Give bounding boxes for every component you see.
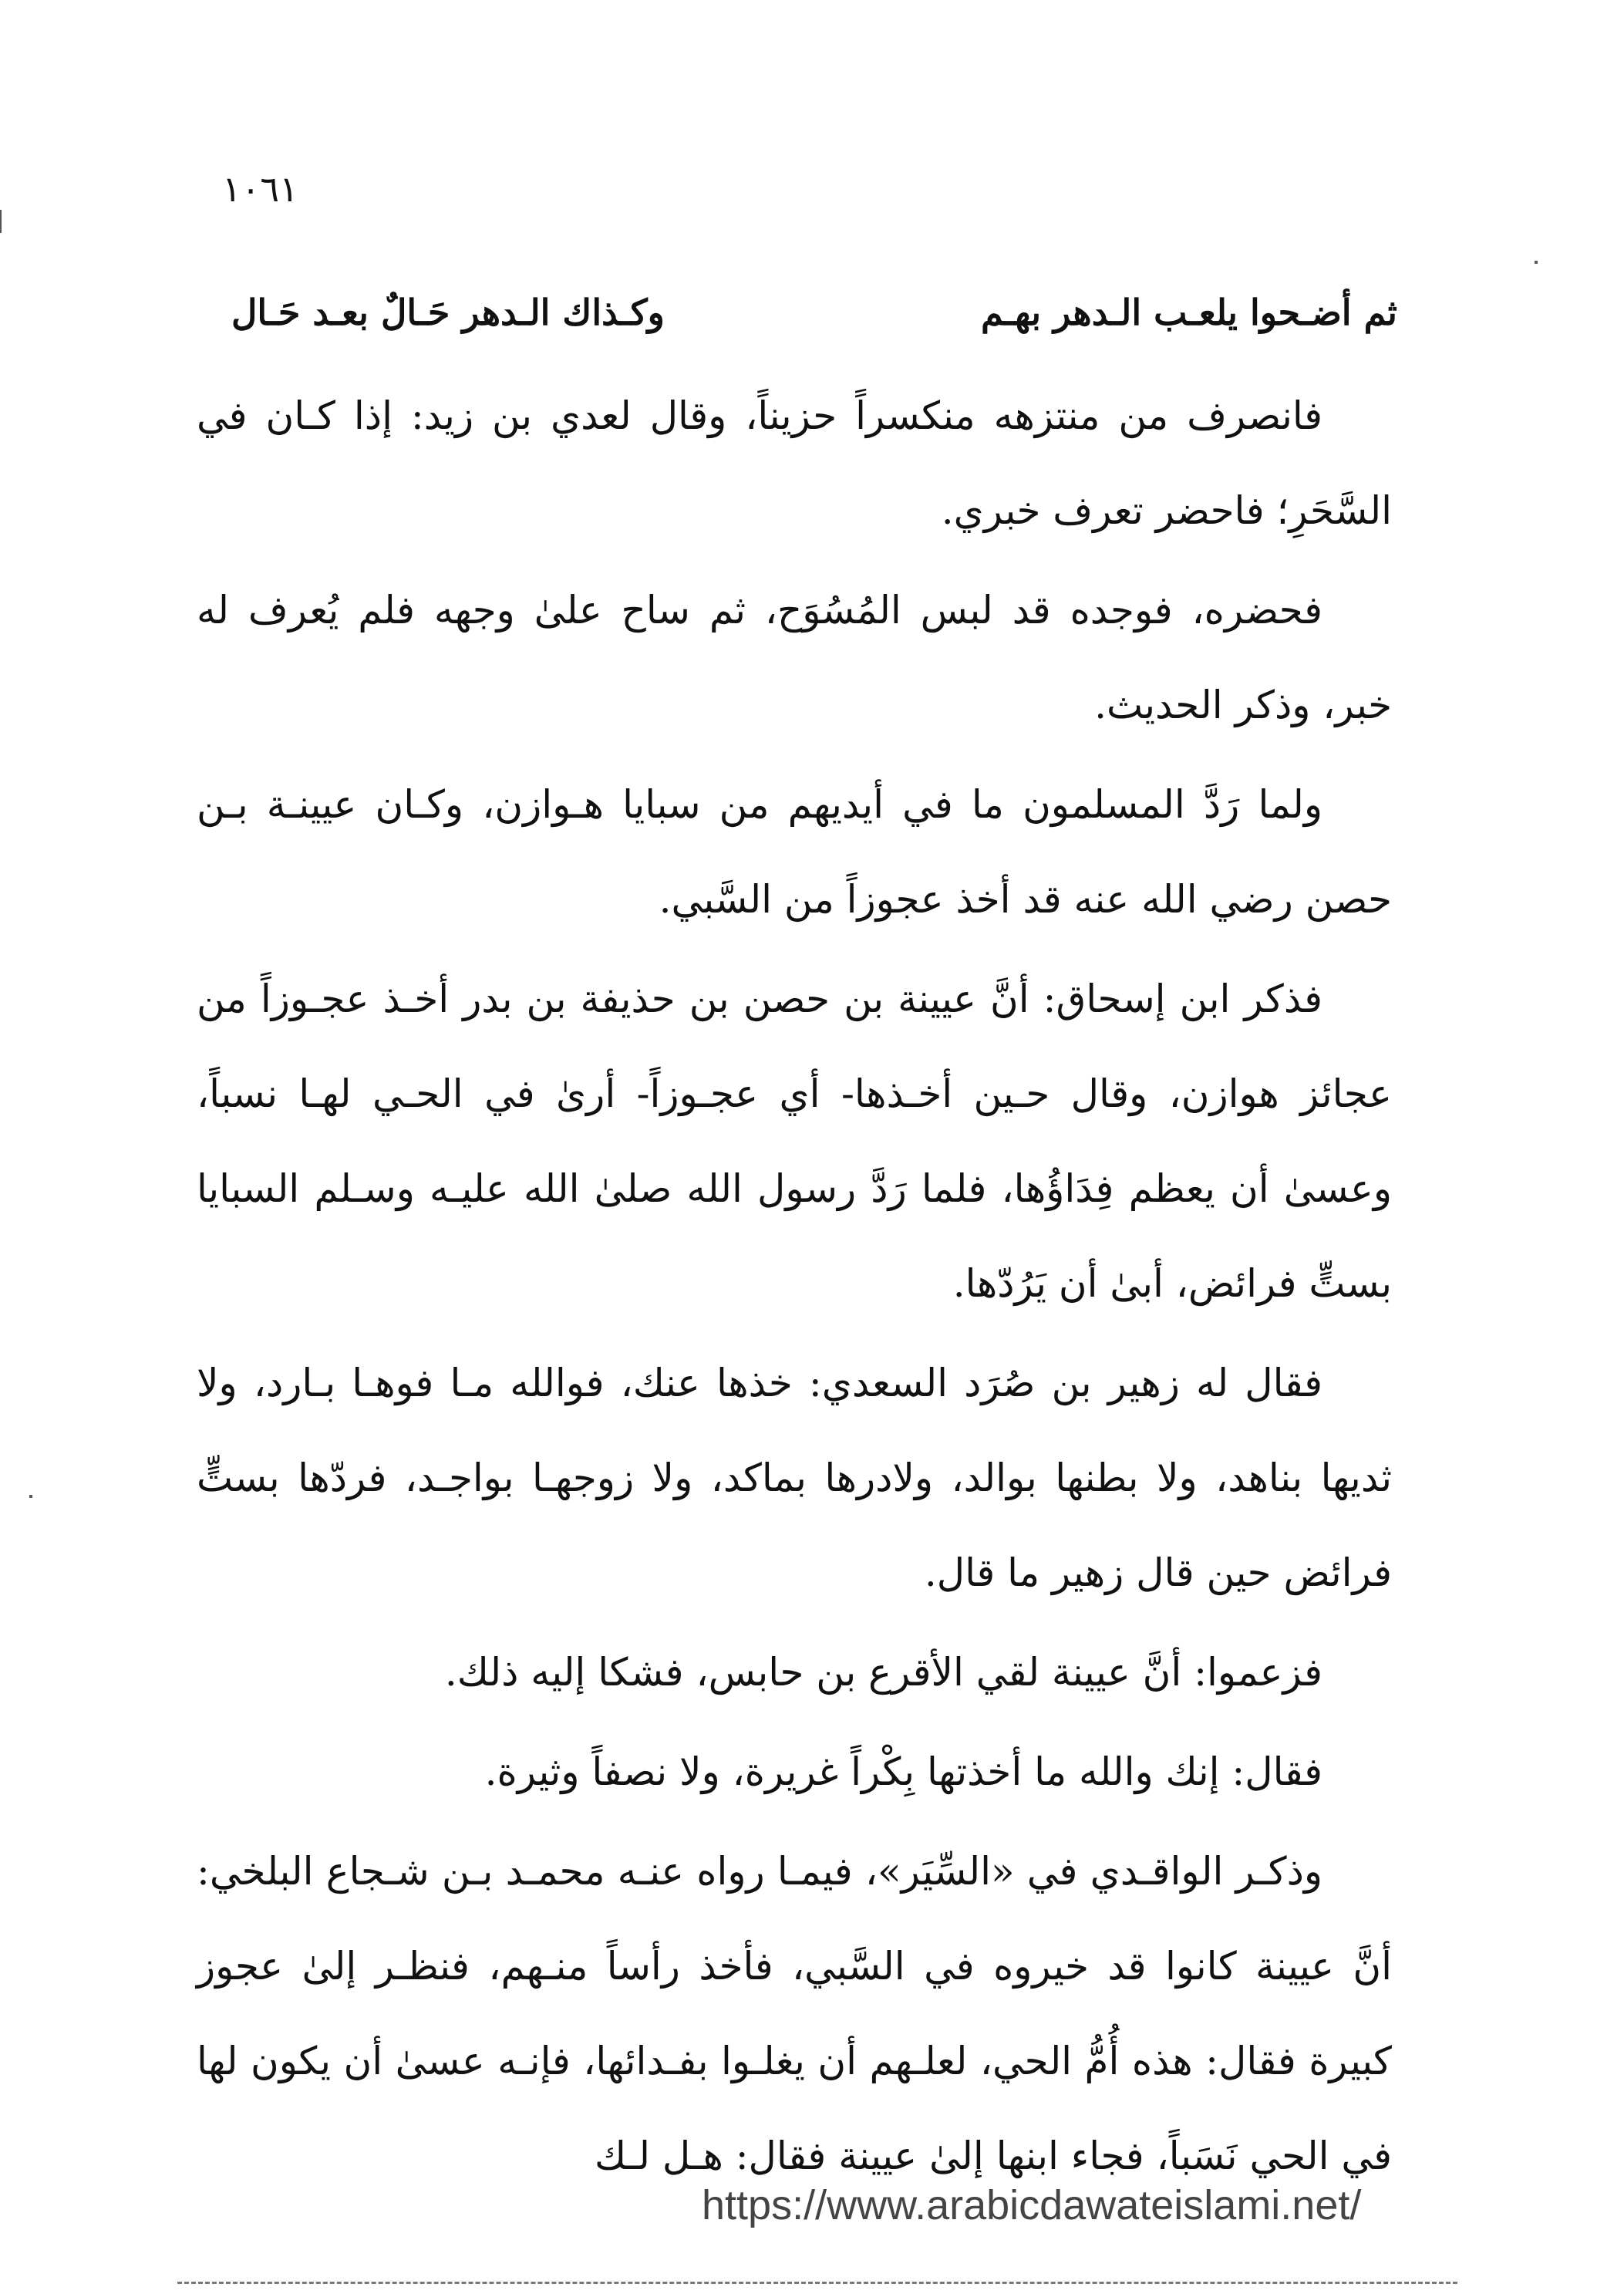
body-text xyxy=(197,369,1392,2204)
scan-artifact-line xyxy=(177,2282,1457,2286)
paragraph: فانصرف من منتزهه منكسراً حزيناً، وقال لعدي بن زيد: إذا كـان في السَّحَرِ؛ فاحضر تعرف خبري. xyxy=(197,393,1392,533)
paragraph: فزعموا: أنَّ عيينة لقي الأقرع بن حابس، فشكا إليه ذلك. xyxy=(444,1650,1322,1695)
paragraph: فحضره، فوجده قد لبس المُسُوَح، ثم ساح علىٰ وجهه فلم يُعرف له خبر، وذكر الحديث. xyxy=(197,588,1392,727)
scan-speck xyxy=(1535,261,1538,264)
verse-hemistich-second: وكـذاك الـدهر حَـالٌ بعـد حَـال xyxy=(231,292,665,333)
poetry-verse xyxy=(231,292,1397,346)
paragraph: ولما رَدَّ المسلمون ما في أيديهم من سبايا هـوازن، وكـان عيينـة بـن حصن رضي الله عنه قد أخذ عجوزاً من السَّبي. xyxy=(197,782,1392,922)
verse-hemistich-first: ثم أضـحوا يلعـب الـدهر بهـم xyxy=(980,292,1397,333)
scan-speck xyxy=(29,1495,32,1498)
paragraph: وذكـر الواقـدي في «السِّيَر»، فيمـا رواه عنـه محمـد بـن شـجاع البلخي: أنَّ عيينة كانوا قد خيروه في السَّبي، فأخذ رأساً منـهم، فنظـر إلىٰ عجوز كبيرة فقال: هذه أُمُّ الحي، لعلـهم أن يغلـوا بفـدائها، فإنـه عسىٰ أن يكون لها في الحي نَسَباً، فجاء ابنها إلىٰ عيينة فقال: هـل لـك xyxy=(197,1849,1392,2178)
page-number: ١٠٦١ xyxy=(222,168,298,210)
paragraph: فقال له زهير بن صُرَد السعدي: خذها عنك، فوالله مـا فوهـا بـارد، ولا ثديها بناهد، ولا بطنها بوالد، ولادرها بماكد، ولا زوجهـا بواجـد، فردّها بستٍّ فرائض حين قال زهير ما قال. xyxy=(197,1361,1392,1595)
scan-edge-mark xyxy=(0,210,2,233)
paragraph: فقال: إنك والله ما أخذتها بِكْراً غريرة، ولا نصفاً وثيرة. xyxy=(484,1749,1322,1794)
paragraph: فذكر ابن إسحاق: أنَّ عيينة بن حصن بن حذيفة بن بدر أخـذ عجـوزاً من عجائز هوازن، وقال حـين أخـذها- أي عجـوزاً- أرىٰ في الحـي لهـا نسباً، وعسىٰ أن يعظم فِدَاؤُها، فلما رَدَّ رسول الله صلىٰ الله عليـه وسـلم السبايا بستٍّ فرائض، أبىٰ أن يَرُدّها. xyxy=(197,977,1392,1306)
watermark-url: https://www.arabicdawateislami.net/ xyxy=(702,2182,1362,2228)
